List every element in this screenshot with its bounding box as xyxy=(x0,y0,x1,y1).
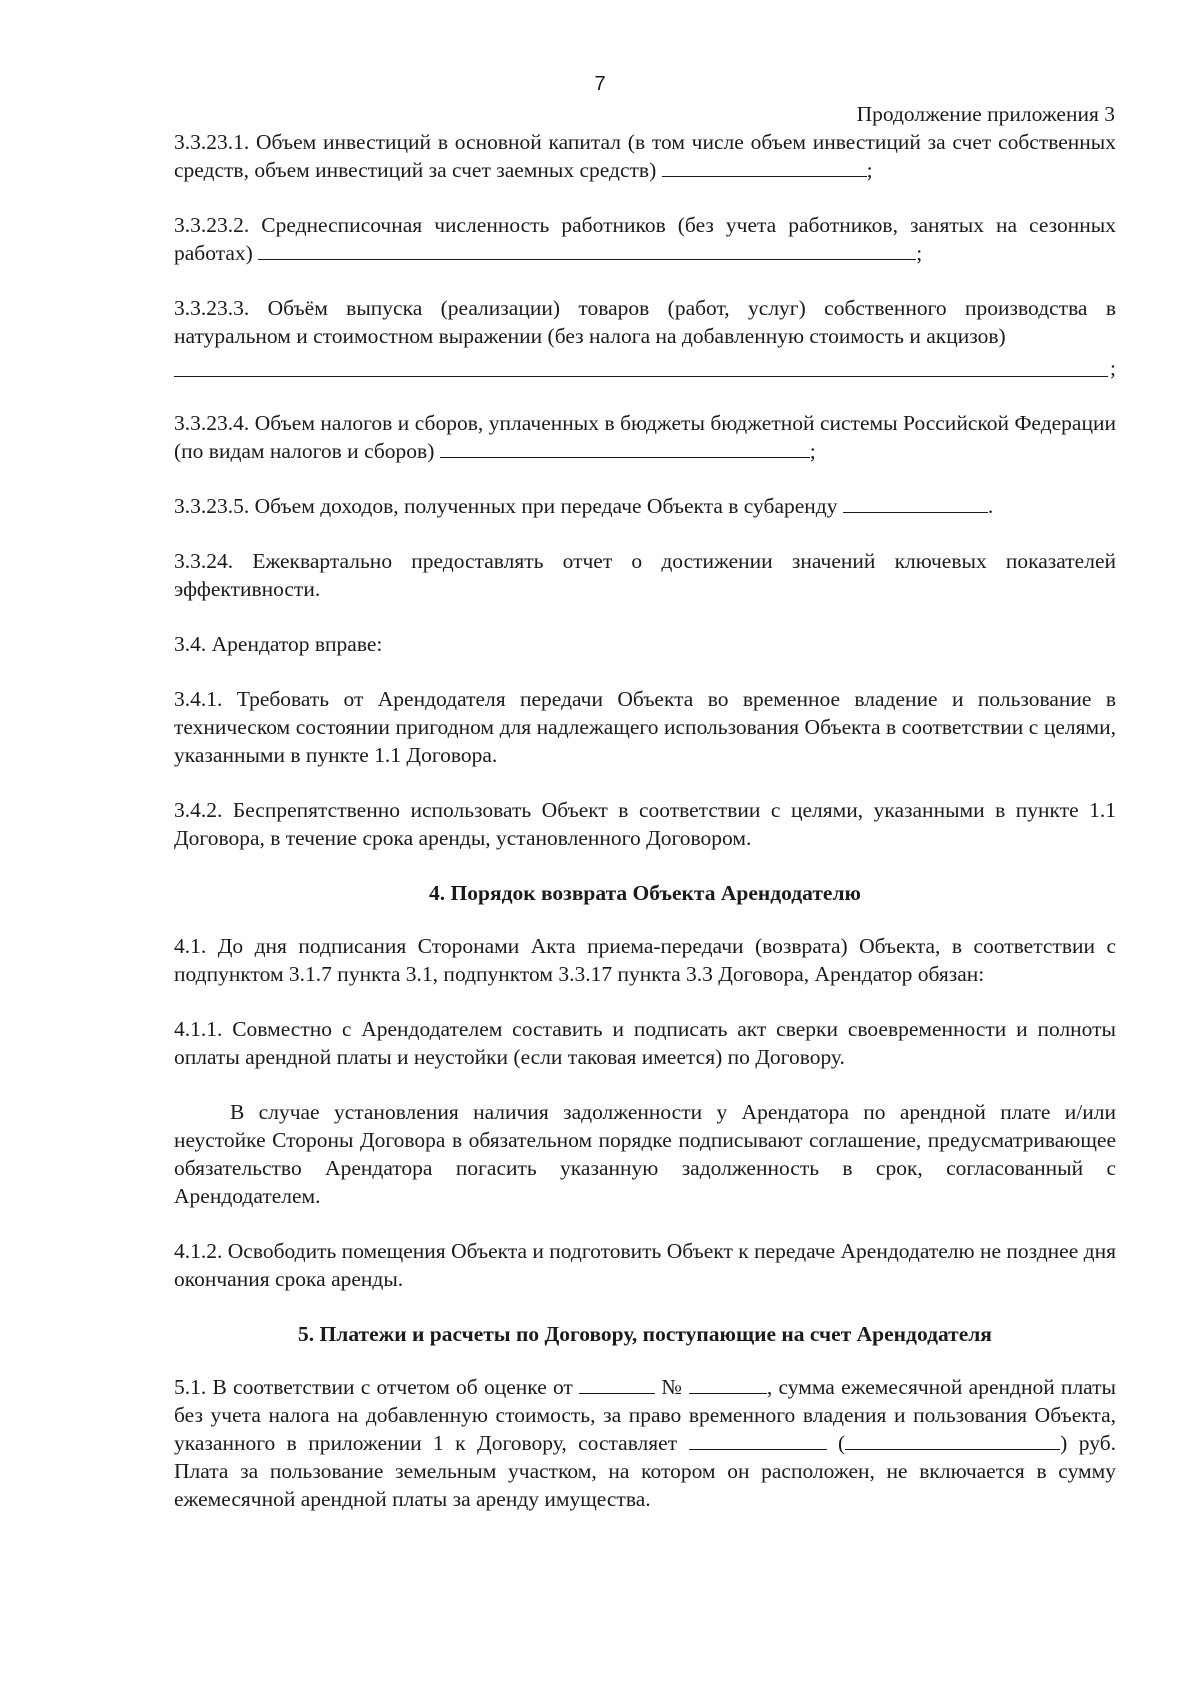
fill-in-blank[interactable] xyxy=(174,354,1108,377)
section-4-title: 4. Порядок возврата Объекта Арендодателю xyxy=(429,881,861,905)
clause-3-3-23-5: 3.3.23.5. Объем доходов, полученных при передаче Объекта в субаренду . xyxy=(174,494,994,518)
clause-4-1-1: 4.1.1. Совместно с Арендодателем составить и подписать акт сверки своевременности и полноты оплаты арендной платы и неустойки (если таковая имеется) по Договору. xyxy=(174,1017,1116,1069)
clause-3-3-23-3-blank-line: ; xyxy=(174,354,1116,382)
clause-3-4: 3.4. Арендатор вправе: xyxy=(174,632,383,656)
rent-amount-blank[interactable] xyxy=(689,1429,827,1450)
clause-5-1: 5.1. В соответствии с отчетом об оценке от № , сумма ежемесячной арендной платы без учета налога на добавленную стоимость, за право временного владения и пользования Объекта, указанного в приложении 1 к Договору, составляет ( ) руб. Плата за пользование земельным участком, на котором он расположен, не включается в сумму ежемесячной арендной платы за аренду имущества. xyxy=(174,1375,1117,1511)
clause-4-1-2: 4.1.2. Освободить помещения Объекта и подготовить Объект к передаче Арендодателю не позднее дня окончания срока аренды. xyxy=(174,1239,1116,1291)
clause-3-3-23-4: 3.3.23.4. Объем налогов и сборов, уплаченных в бюджеты бюджетной системы Российской Федерации (по видам налогов и сборов) ; xyxy=(174,411,1116,463)
rent-amount-words-blank[interactable] xyxy=(845,1429,1060,1450)
clause-3-3-23-3: 3.3.23.3. Объём выпуска (реализации) товаров (работ, услуг) собственного производства в натуральном и стоимостном выражении (без налога на добавленную стоимость и акцизов) xyxy=(174,296,1116,348)
section-5-title: 5. Платежи и расчеты по Договору, поступающие на счет Арендодателя xyxy=(298,1322,992,1346)
fill-in-blank[interactable] xyxy=(440,437,810,458)
clause-3-4-1: 3.4.1. Требовать от Арендодателя передачи Объекта во временное владение и пользование в техническом состоянии пригодном для надлежащего использования Объекта в соответствии с целями, указанными в пункте 1.1 Договора. xyxy=(174,687,1116,767)
fill-in-blank[interactable] xyxy=(662,156,867,177)
report-date-blank[interactable] xyxy=(579,1373,655,1394)
clause-4-1-1-note: В случае установления наличия задолженности у Арендатора по арендной плате и/или неустойке Стороны Договора в обязательном порядке подписывают соглашение, предусматривающее обязательство Арендатора погасить указанную задолженность в срок, согласованный с Арендодателем. xyxy=(174,1100,1116,1208)
appendix-continuation-note: Продолжение приложения 3 xyxy=(856,102,1115,126)
clause-3-3-23-1: 3.3.23.1. Объем инвестиций в основной капитал (в том числе объем инвестиций за счет собственных средств, объем инвестиций за счет заемных средств) ; xyxy=(174,130,1116,182)
document-body xyxy=(174,128,1116,1540)
clause-3-3-23-2: 3.3.23.2. Среднесписочная численность работников (без учета работников, занятых на сезонных работах) ; xyxy=(174,213,1116,265)
clause-4-1: 4.1. До дня подписания Сторонами Акта приема-передачи (возврата) Объекта, в соответствии с подпунктом 3.1.7 пункта 3.1, подпунктом 3.3.17 пункта 3.3 Договора, Арендатор обязан: xyxy=(174,934,1116,986)
page-number: 7 xyxy=(594,73,606,95)
report-number-blank[interactable] xyxy=(689,1373,767,1394)
fill-in-blank[interactable] xyxy=(843,492,988,513)
clause-3-3-24: 3.3.24. Ежеквартально предоставлять отчет о достижении значений ключевых показателей эффективности. xyxy=(174,549,1116,601)
clause-3-4-2: 3.4.2. Беспрепятственно использовать Объект в соответствии с целями, указанными в пункте 1.1 Договора, в течение срока аренды, установленного Договором. xyxy=(174,798,1116,850)
fill-in-blank[interactable] xyxy=(258,239,916,260)
